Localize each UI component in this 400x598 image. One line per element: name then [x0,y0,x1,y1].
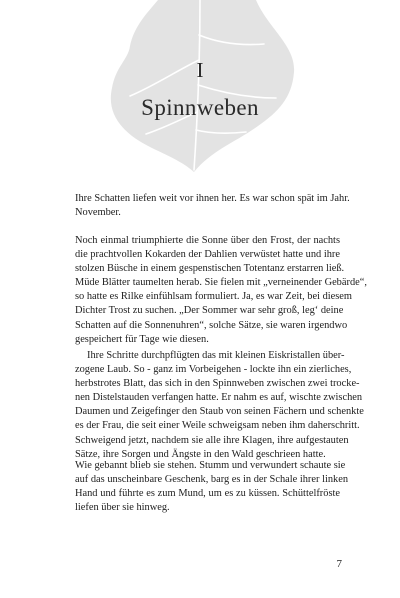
text-line: herbstrotes Blatt, das sich in den Spinnweben zwischen zwei trocke- [75,378,360,390]
text-line: Ihre Schatten liefen weit vor ihnen her. Es war schon spät im Jahr. [75,193,350,204]
paragraph-4 [75,459,349,515]
chapter-number: I [196,58,204,82]
text-line: Sätze, ihre Sorgen und Ängste in den Wald geschrieen hatte. [75,448,326,460]
text-line: Schatten auf die Sonnenuhren“, solche Sätze, sie waren irgendwo [75,319,348,331]
text-line: Noch einmal triumphierte die Sonne über den Frost, der nachts [75,235,340,246]
text-line: auf das unscheinbare Geschenk, barg es in der Schale ihrer linken [75,474,349,486]
text-line: Daumen und Zeigefinger den Staub von seinen Fächern und schenkte [75,406,364,418]
chapter-title: Spinnweben [141,95,259,120]
paragraph-3 [75,349,364,462]
text-line: November. [75,207,121,219]
text-line: Wie gebannt blieb sie stehen. Stumm und verwundert schaute sie [75,460,346,471]
text-line: Hand und führte es zum Mund, um es zu küssen. Schüttelfröste [75,488,340,500]
text-line: stolzen Büsche in einem gespenstischen Totentanz erstarren ließ. [75,263,345,275]
leaf-illustration [108,0,298,178]
text-line: Müde Blätter taumelten herab. Sie fielen mit „verneinender Gebärde“, [75,277,367,289]
text-line: zogene Laub. So - ganz im Vorbeigehen - lockte ihn ein zierliches, [75,364,352,376]
paragraph-1 [75,192,350,220]
text-line: Schweigend jetzt, nachdem sie alle ihre Klagen, ihre aufgestauten [75,434,349,446]
text-line: Dichter Trost zu suchen. „Der Sommer war sehr groß, leg‘ deine [75,305,344,317]
text-line: es der Frau, die seit einer Weile schweigsam neben ihm daherschritt. [75,420,360,432]
text-line: Ihre Schritte durchpflügten das mit kleinen Eiskristallen über- [87,350,345,361]
text-line: die prachtvollen Kokarden der Dahlien verwüstet hatte und ihre [75,249,340,261]
text-line: so hatte es Rilke einfühlsam formuliert. Ja, es war Zeit, bei diesem [75,291,353,303]
text-line: gespeichert für Tage wie diesen. [75,333,209,345]
text-line: liefen über sie hinweg. [75,502,170,514]
page-number: 7 [336,558,342,570]
paragraph-2 [75,234,367,347]
text-line: nen Distelstauden verfangen hatte. Er nahm es auf, wischte zwischen [75,392,363,404]
